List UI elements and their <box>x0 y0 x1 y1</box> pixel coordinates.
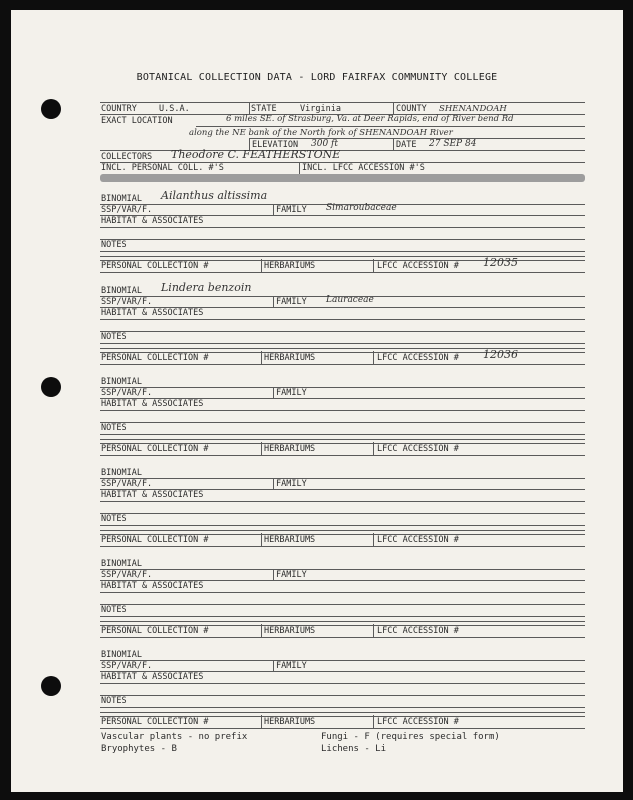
divider <box>373 442 374 455</box>
county-label: COUNTY <box>396 104 427 114</box>
divider <box>261 259 262 272</box>
rule <box>100 513 585 514</box>
lfcc-accession-label: LFCC ACCESSION # <box>377 261 459 271</box>
legend-vascular: Vascular plants - no prefix <box>101 732 248 742</box>
binomial-value: Lindera benzoin <box>161 281 252 294</box>
collectors-label: COLLECTORS <box>101 152 153 162</box>
lfcc-accession-label: LFCC ACCESSION # <box>377 717 459 727</box>
rule <box>100 434 585 435</box>
collectors-value: Theodore C. FEATHERSTONE <box>171 148 341 161</box>
family-label: FAMILY <box>276 570 307 580</box>
incl-personal-label: INCL. PERSONAL COLL. #'S <box>101 163 224 173</box>
binomial-label: BINOMIAL <box>101 286 142 296</box>
divider <box>273 660 274 671</box>
notes-label: NOTES <box>101 423 127 433</box>
family-value: Simaroubaceae <box>326 203 397 213</box>
rule <box>100 592 585 593</box>
notes-label: NOTES <box>101 240 127 250</box>
lfcc-accession-label: LFCC ACCESSION # <box>377 535 459 545</box>
divider <box>373 259 374 272</box>
family-value: Lauraceae <box>326 295 374 305</box>
county-value: SHENANDOAH <box>439 104 507 114</box>
location-line-1: 6 miles SE. of Strasburg, Va. at Deer Rapids, end of River bend Rd <box>226 114 514 124</box>
divider <box>249 102 250 114</box>
rule <box>100 319 585 320</box>
divider <box>273 296 274 307</box>
rule <box>100 616 585 617</box>
divider <box>373 624 374 637</box>
date-value: 27 SEP 84 <box>429 139 477 149</box>
divider <box>373 351 374 364</box>
binomial-label: BINOMIAL <box>101 377 142 387</box>
rule <box>196 126 585 127</box>
form-title: BOTANICAL COLLECTION DATA - LORD FAIRFAX COMMUNITY COLLEGE <box>136 72 498 83</box>
divider <box>273 204 274 215</box>
rule <box>100 478 585 479</box>
rule <box>100 227 585 228</box>
divider <box>261 624 262 637</box>
rule <box>100 637 585 638</box>
personal-collection-label: PERSONAL COLLECTION # <box>101 535 209 545</box>
rule <box>100 660 585 661</box>
herbariums-label: HERBARIUMS <box>264 535 316 545</box>
divider <box>273 569 274 580</box>
country-label: COUNTRY <box>101 104 137 114</box>
rule <box>100 251 585 252</box>
rule <box>100 422 585 423</box>
habitat-label: HABITAT & ASSOCIATES <box>101 490 204 500</box>
binomial-value: Ailanthus altissima <box>161 189 268 202</box>
rule <box>100 102 585 103</box>
divider <box>273 387 274 398</box>
rule <box>100 331 585 332</box>
herbariums-label: HERBARIUMS <box>264 261 316 271</box>
family-label: FAMILY <box>276 661 307 671</box>
habitat-label: HABITAT & ASSOCIATES <box>101 672 204 682</box>
personal-collection-label: PERSONAL COLLECTION # <box>101 626 209 636</box>
rule <box>100 343 585 344</box>
legend-bryophytes: Bryophytes - B <box>101 744 177 754</box>
rule <box>100 683 585 684</box>
family-label: FAMILY <box>276 479 307 489</box>
divider <box>261 351 262 364</box>
punch-hole-top <box>41 99 61 119</box>
divider <box>373 533 374 546</box>
rule <box>100 569 585 570</box>
lfcc-accession-label: LFCC ACCESSION # <box>377 626 459 636</box>
date-label: DATE <box>396 140 417 150</box>
ssp-label: SSP/VAR/F. <box>101 570 153 580</box>
rule <box>100 728 585 729</box>
personal-collection-label: PERSONAL COLLECTION # <box>101 261 209 271</box>
herbariums-label: HERBARIUMS <box>264 717 316 727</box>
herbariums-label: HERBARIUMS <box>264 353 316 363</box>
rule <box>100 272 585 273</box>
family-label: FAMILY <box>276 388 307 398</box>
divider <box>261 442 262 455</box>
divider <box>373 715 374 728</box>
rule <box>100 410 585 411</box>
rule <box>100 546 585 547</box>
notes-label: NOTES <box>101 514 127 524</box>
incl-lfcc-label: INCL. LFCC ACCESSION #'S <box>302 163 425 173</box>
punch-hole-bottom <box>41 676 61 696</box>
lfcc-accession-label: LFCC ACCESSION # <box>377 444 459 454</box>
notes-label: NOTES <box>101 605 127 615</box>
divider <box>299 162 300 174</box>
habitat-label: HABITAT & ASSOCIATES <box>101 581 204 591</box>
ssp-label: SSP/VAR/F. <box>101 388 153 398</box>
rule <box>100 364 585 365</box>
personal-collection-label: PERSONAL COLLECTION # <box>101 353 209 363</box>
family-label: FAMILY <box>276 205 307 215</box>
divider <box>393 138 394 150</box>
rule <box>100 501 585 502</box>
habitat-label: HABITAT & ASSOCIATES <box>101 399 204 409</box>
ssp-label: SSP/VAR/F. <box>101 297 153 307</box>
binomial-label: BINOMIAL <box>101 194 142 204</box>
divider <box>273 478 274 489</box>
rule <box>100 387 585 388</box>
location-label: EXACT LOCATION <box>101 116 173 126</box>
lfcc-accession-label: LFCC ACCESSION # <box>377 353 459 363</box>
family-label: FAMILY <box>276 297 307 307</box>
state-label: STATE <box>251 104 277 114</box>
personal-collection-label: PERSONAL COLLECTION # <box>101 717 209 727</box>
lfcc-accession-value: 12035 <box>483 256 518 269</box>
herbariums-label: HERBARIUMS <box>264 444 316 454</box>
ssp-label: SSP/VAR/F. <box>101 479 153 489</box>
rule <box>100 707 585 708</box>
habitat-label: HABITAT & ASSOCIATES <box>101 308 204 318</box>
personal-collection-label: PERSONAL COLLECTION # <box>101 444 209 454</box>
shaded-separator <box>100 174 585 182</box>
rule <box>100 604 585 605</box>
ssp-label: SSP/VAR/F. <box>101 661 153 671</box>
rule <box>100 525 585 526</box>
divider <box>393 102 394 114</box>
form-sheet <box>11 10 623 792</box>
rule <box>100 239 585 240</box>
rule <box>100 455 585 456</box>
divider <box>261 715 262 728</box>
notes-label: NOTES <box>101 332 127 342</box>
state-value: Virginia <box>300 104 341 114</box>
legend-fungi: Fungi - F (requires special form) <box>321 732 500 742</box>
rule <box>249 138 585 139</box>
herbariums-label: HERBARIUMS <box>264 626 316 636</box>
ssp-label: SSP/VAR/F. <box>101 205 153 215</box>
lfcc-accession-value: 12036 <box>483 348 518 361</box>
binomial-label: BINOMIAL <box>101 468 142 478</box>
divider <box>261 533 262 546</box>
binomial-label: BINOMIAL <box>101 559 142 569</box>
notes-label: NOTES <box>101 696 127 706</box>
habitat-label: HABITAT & ASSOCIATES <box>101 216 204 226</box>
legend-lichens: Lichens - Li <box>321 744 387 754</box>
location-line-2: along the NE bank of the North fork of SHENANDOAH River <box>189 128 453 138</box>
rule <box>100 695 585 696</box>
elevation-label: ELEVATION <box>252 140 299 150</box>
binomial-label: BINOMIAL <box>101 650 142 660</box>
elevation-value: 300 ft <box>311 139 338 149</box>
punch-hole-middle <box>41 377 61 397</box>
country-value: U.S.A. <box>159 104 190 114</box>
